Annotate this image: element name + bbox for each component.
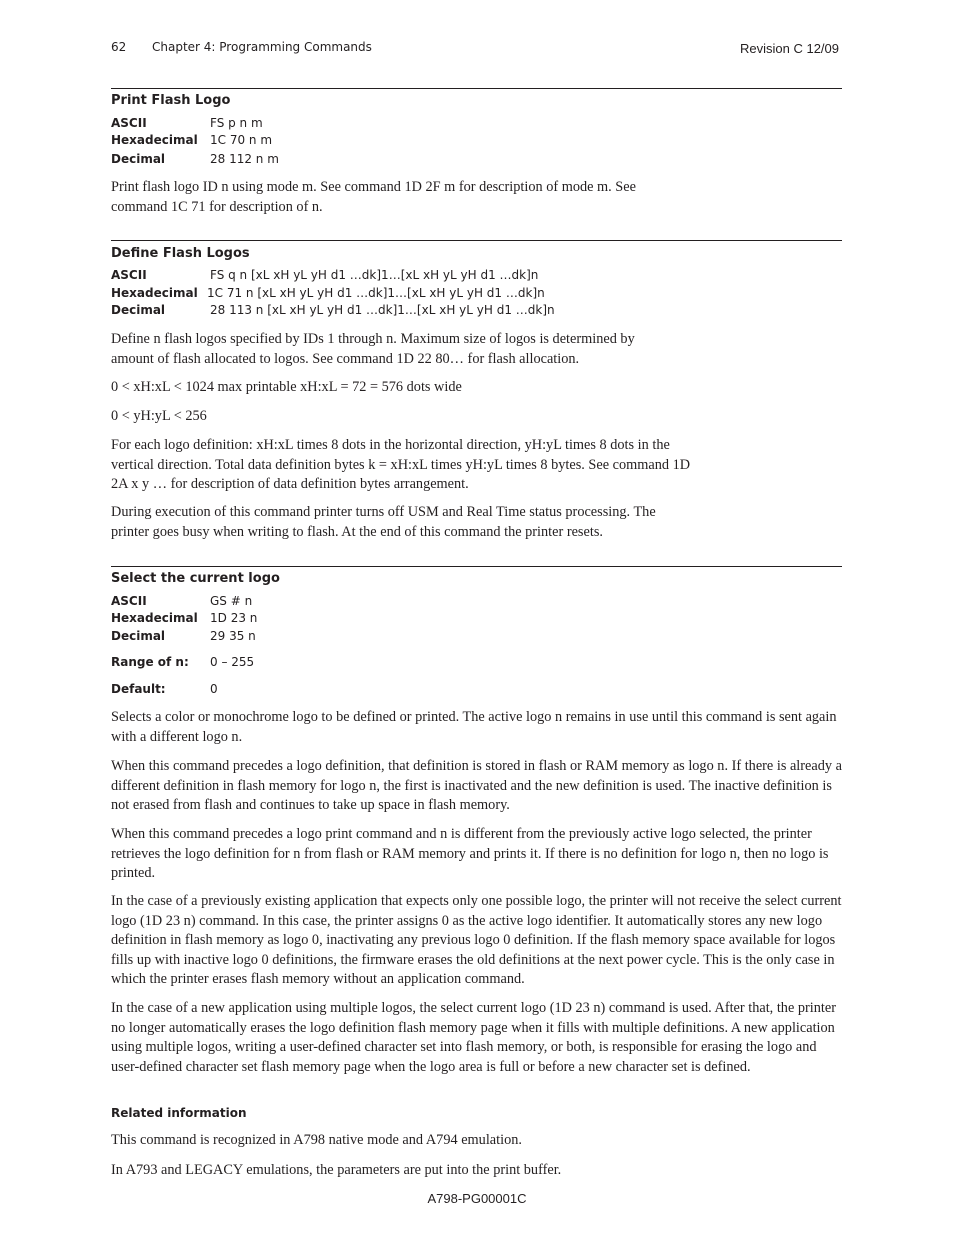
- hex-row: [111, 611, 257, 625]
- select-paragraph-3: When this command precedes a logo print command and n is different from the previously active logo selected, the printer retrieves the logo definition for n from flash or RAM memory and prints it. If there is no definition for logo n, then no logo is printed.: [111, 826, 829, 881]
- related-paragraph-2: In A793 and LEGACY emulations, the parameters are put into the print buffer.: [111, 1162, 562, 1178]
- ascii-label: ASCII: [111, 116, 147, 130]
- related-information-heading: Related information: [111, 1106, 247, 1120]
- ascii-row: [111, 594, 252, 608]
- ascii-label: ASCII: [111, 268, 147, 282]
- hex-row: [111, 286, 545, 300]
- hex-row: [111, 133, 272, 147]
- select-paragraph-5: In the case of a new application using multiple logos, the select current logo (1D 23 n) command is used. After that, the printer no longer automatically erases the logo definition flash memory page when it fills with multiple definitions. A new application using multiple logos, writing a user-defined character set into flash memory, or both, is responsible for erasing the logo and user-defined character set flash memory page when the logo area is full or before a new character set is defined.: [111, 1000, 836, 1075]
- section-divider: [111, 88, 842, 89]
- hex-label: Hexadecimal: [111, 286, 198, 300]
- ascii-value: FS p n m: [210, 116, 263, 130]
- range-value: 0 – 255: [210, 655, 255, 669]
- select-paragraph-1: Selects a color or monochrome logo to be defined or printed. The active logo n remains in use until this command is sent again with a different logo n.: [111, 709, 837, 745]
- decimal-value: 28 113 n [xL xH yL yH d1 …dk]1…[xL xH yL yH d1 …dk]n: [210, 303, 555, 317]
- decimal-row: [111, 152, 279, 166]
- hex-value: 1C 70 n m: [210, 133, 273, 147]
- default-value: 0: [210, 682, 218, 696]
- select-paragraph-4: In the case of a previously existing application that expects only one possible logo, the printer will not receive the select current logo (1D 23 n) command. In this case, the printer assigns 0 as the active logo identifier. It automatically stores any new logo definition in flash memory as logo 0, inactivating any previous logo 0 definition. If the flash memory space available for logos fills up with inactive logo 0 definitions, the firmware erases the old definitions at the next power cycle. This is the only case in which the printer erases flash memory without an application command.: [111, 893, 842, 987]
- section-divider: [111, 566, 842, 567]
- chapter-title: Chapter 4: Programming Commands: [152, 40, 372, 54]
- default-label: Default:: [111, 682, 166, 696]
- decimal-label: Decimal: [111, 629, 166, 643]
- ascii-row: [111, 268, 538, 282]
- hex-label: Hexadecimal: [111, 133, 198, 147]
- document-id: A798-PG00001C: [427, 1191, 527, 1206]
- define-paragraph-3: 0 < yH:yL < 256: [111, 408, 207, 424]
- define-paragraph-4: For each logo definition: xH:xL times 8 dots in the horizontal direction, yH:yL times 8 dots in the vertical direction. Total data definition bytes k = xH:xL times yH:yL times 8 bytes. See command 1D 2A x y … for description of data definition bytes arrangement.: [111, 437, 691, 492]
- section-title-define-flash-logos: Define Flash Logos: [111, 246, 250, 261]
- select-paragraph-2: When this command precedes a logo definition, that definition is stored in flash or RAM memory as logo n. If there is already a different definition in flash memory for logo n, the first is inactivated and the new definition is used. The inactive definition is not erased from flash and continues to take up space in flash memory.: [111, 758, 842, 813]
- ascii-label: ASCII: [111, 594, 147, 608]
- define-paragraph-5: During execution of this command printer turns off USM and Real Time status processing. The printer goes busy when writing to flash. At the end of this command the printer resets.: [111, 504, 656, 540]
- section-title-select-current-logo: Select the current logo: [111, 571, 280, 586]
- section-divider: [111, 240, 842, 241]
- ascii-value: FS q n [xL xH yL yH d1 …dk]1…[xL xH yL yH d1 …dk]n: [210, 268, 539, 282]
- hex-label: Hexadecimal: [111, 611, 198, 625]
- ascii-row: [111, 116, 263, 130]
- decimal-value: 29 35 n: [210, 629, 256, 643]
- decimal-value: 28 112 n m: [210, 152, 279, 166]
- decimal-label: Decimal: [111, 303, 166, 317]
- hex-value: 1C 71 n [xL xH yL yH d1 …dk]1…[xL xH yL yH d1 …dk]n: [207, 286, 545, 300]
- decimal-row: [111, 629, 256, 643]
- define-paragraph-2: 0 < xH:xL < 1024 max printable xH:xL = 72 = 576 dots wide: [111, 379, 462, 395]
- range-label: Range of n:: [111, 655, 189, 669]
- decimal-row: [111, 303, 555, 317]
- range-row: [111, 655, 254, 669]
- section-title-print-flash-logo: Print Flash Logo: [111, 93, 231, 108]
- define-paragraph-1: Define n flash logos specified by IDs 1 through n. Maximum size of logos is determined by amount of flash allocated to logos. See command 1D 22 80… for flash allocation.: [111, 331, 635, 367]
- related-paragraph-1: This command is recognized in A798 native mode and A794 emulation.: [111, 1132, 522, 1148]
- revision-label: Revision C 12/09: [740, 41, 839, 56]
- ascii-value: GS # n: [210, 594, 253, 608]
- hex-value: 1D 23 n: [210, 611, 258, 625]
- default-row: [111, 682, 218, 696]
- decimal-label: Decimal: [111, 152, 166, 166]
- page-number: 62: [111, 40, 127, 54]
- print-flash-logo-description: Print flash logo ID n using mode m. See command 1D 2F m for description of mode m. See command 1C 71 for description of n.: [111, 179, 636, 215]
